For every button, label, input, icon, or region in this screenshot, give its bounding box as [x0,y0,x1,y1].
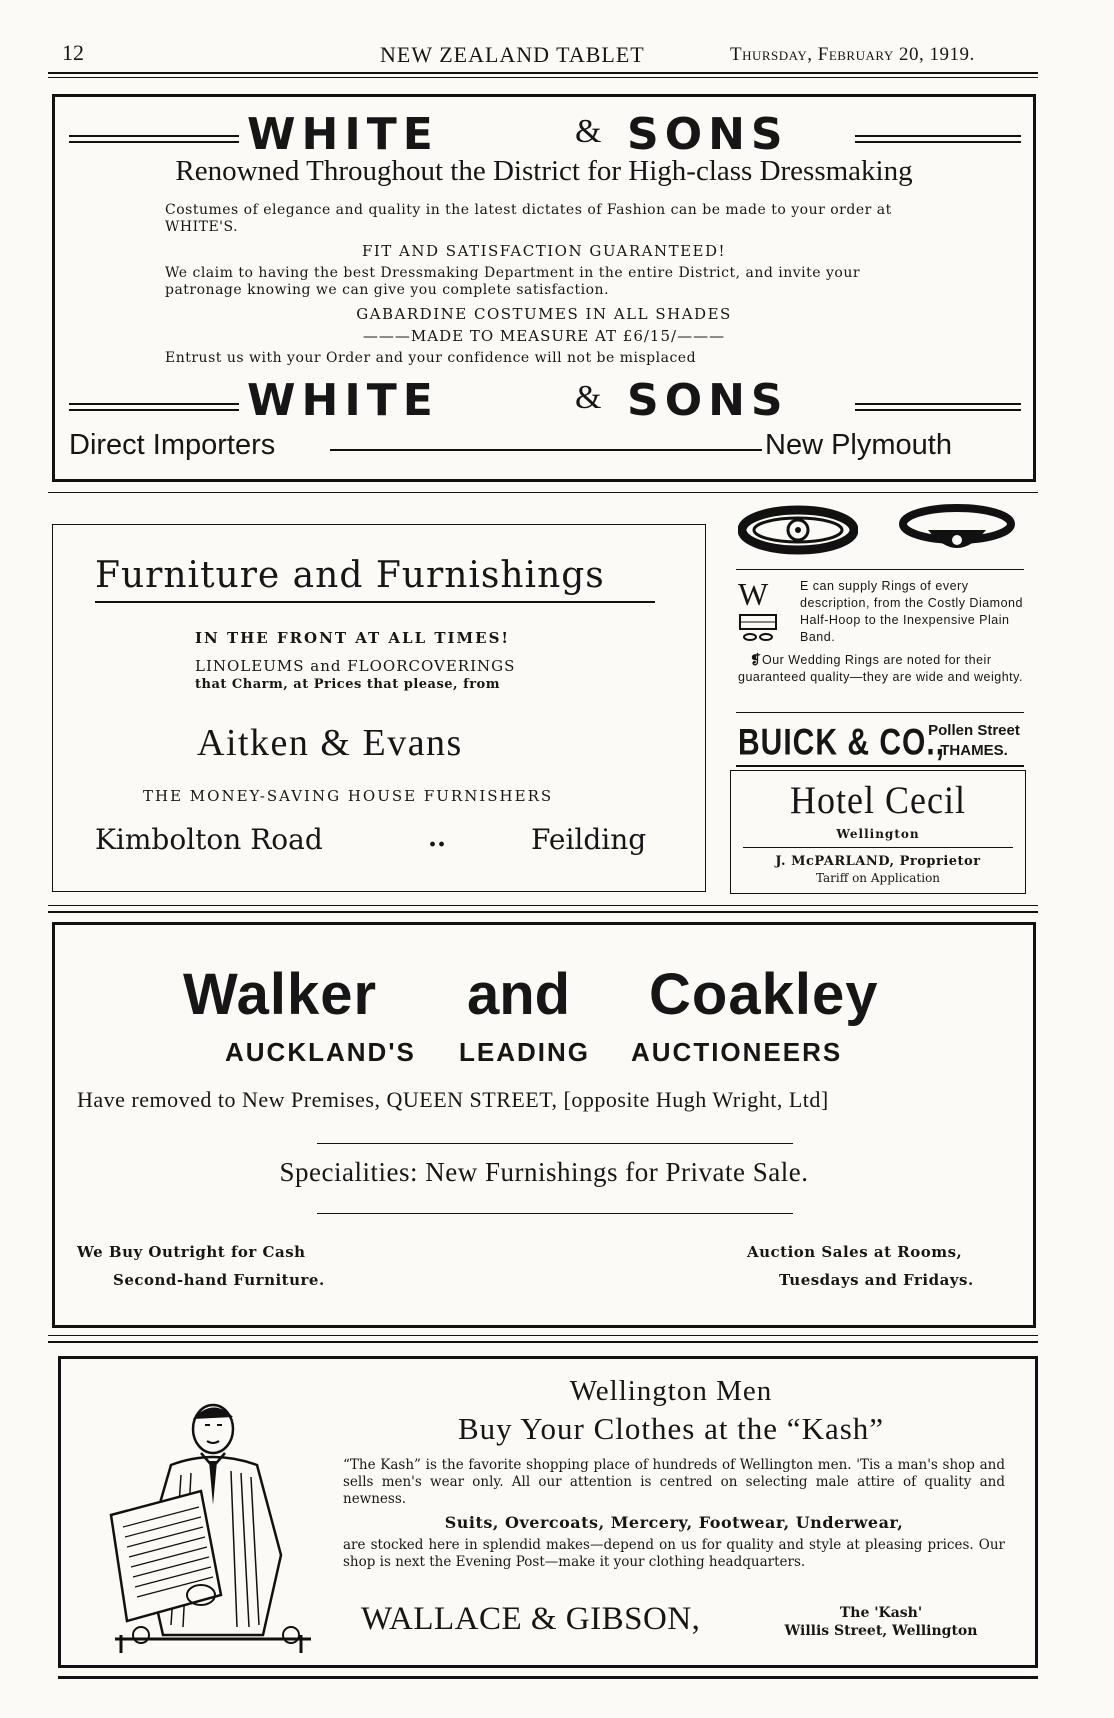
buick-para-2: Our Wedding Rings are noted for their guaranteed quality—they are wide and weighty. [738,653,1023,684]
buick-rule-mid [736,712,1024,713]
white-sons-ad [52,94,1036,482]
walker-subtitle-1: AUCKLAND'S [225,1037,416,1067]
wallace-goods: Suits, Overcoats, Mercery, Footwear, Underwear, [444,1513,904,1532]
walker-sales-2: Tuesdays and Fridays. [779,1271,974,1289]
wallace-firm: WALLACE & GIBSON, [361,1601,701,1637]
man-reading-illustration [101,1395,325,1657]
section-rule-1 [48,492,1038,493]
walker-buy-1: We Buy Outright for Cash [77,1243,306,1261]
walker-specialities: Specialities: New Furnishings for Private Sale. [279,1157,809,1187]
walker-title-mid: and [467,962,571,1027]
white-entrust: Entrust us with your Order and your confidence will not be misplaced [165,350,697,366]
brand-white: WHITE [247,109,439,160]
header-rule-2 [48,77,1038,78]
brand-sons: SONS [627,109,789,160]
furniture-line-2: LINOLEUMS and FLOORCOVERINGS [195,657,516,675]
ring-image-right [898,496,1016,562]
wallace-address: Willis Street, Wellington [784,1623,978,1639]
ornament-rule-right-2 [855,403,1021,411]
buick-firm: BUICK & CO., [738,722,945,764]
ring-box-icon [738,613,778,643]
hotel-cecil-ad [730,770,1026,894]
walker-rule-2 [317,1213,793,1214]
white-para-2: We claim to having the best Dressmaking Department in the entire District, and invite your patronage knowing we can give you complete satisfaction. [165,265,861,298]
wallace-para-2: are stocked here in splendid makes—depend on us for quality and style at pleasing prices. Our shop is next the Evening Post—make it your clothing headquarters. [343,1537,1005,1570]
buick-drop-cap: W [738,576,769,612]
hotel-tariff: Tariff on Application [815,871,941,885]
white-para-1: Costumes of elegance and quality in the latest dictates of Fashion can be made to your order at WHITE'S. [165,202,892,235]
wallace-shop: The 'Kash' [839,1605,923,1621]
walker-subtitle-2: LEADING [459,1037,590,1067]
wallace-para-1: “The Kash” is the favorite shopping place of hundreds of Wellington men. 'Tis a man's shop and sells men's wear only. All our attention is centred on selecting male attire of quality and newness. [343,1457,1005,1507]
walker-title-right: Coakley [649,962,879,1027]
white-headline: Renowned Throughout the District for High-class Dressmaking [175,155,913,187]
white-footer-right: New Plymouth [765,429,952,461]
brand-amp-2: & [575,379,602,416]
furniture-line-3: that Charm, at Prices that please, from [195,677,500,692]
brand-amp: & [575,113,602,150]
section-rule-3b [48,1341,1038,1343]
walker-coakley-ad [52,922,1036,1328]
walker-sales-1: Auction Sales at Rooms, [747,1243,963,1261]
hotel-proprietor: J. McPARLAND, Proprietor [775,854,981,869]
furniture-title-rule [95,601,655,603]
ornament-rule-left [69,135,239,143]
buick-rule-bottom [736,765,1024,767]
brand-sons-2: SONS [627,375,789,426]
buick-rule-top [736,569,1024,570]
buick-para-1: E can supply Rings of every description, from the Costly Diamond Half-Hoop to the Inexpensive Plain Band. [800,579,1023,644]
section-rule-2b [48,911,1038,913]
wallace-head-2: Buy Your Clothes at the “Kash” [457,1411,885,1446]
ornament-rule-right [855,135,1021,143]
white-footer-left: Direct Importers [69,429,276,461]
furniture-tagline: THE MONEY-SAVING HOUSE FURNISHERS [143,787,554,805]
brand-white-2: WHITE [247,375,439,426]
walker-subtitle-3: AUCTIONEERS [631,1037,843,1067]
ring-image-left [738,500,858,560]
furniture-ad [52,524,706,892]
bottom-rule [58,1676,1038,1679]
furniture-address-right: Feilding [531,823,647,856]
wallace-head-1: Wellington Men [569,1375,773,1407]
walker-removed: Have removed to New Premises, QUEEN STREET, [opposite Hugh Wright, Ltd] [77,1087,829,1112]
wallace-gibson-ad [58,1356,1038,1668]
buick-town: THAMES. [940,742,1008,759]
white-made-to-measure: ———MADE TO MEASURE AT £6/15/——— [362,327,726,345]
furniture-firm: Aitken & Evans [197,722,463,764]
header-rule [48,72,1038,74]
furniture-line-1: IN THE FRONT AT ALL TIMES! [195,629,511,647]
furniture-address-sep: .. [428,823,447,853]
furniture-title: Furniture and Furnishings [95,555,605,596]
walker-title-left: Walker [183,962,378,1027]
white-guarantee: FIT AND SATISFACTION GUARANTEED! [361,242,727,260]
page-number: 12 [62,40,84,65]
buick-street: Pollen Street [928,722,1020,739]
section-rule-2 [48,905,1038,906]
ornament-rule-left-2 [69,403,239,411]
paragraph-mark-icon: ❡ [750,652,761,667]
white-footer-rule [330,449,762,451]
white-gabardine: GABARDINE COSTUMES IN ALL SHADES [356,305,732,323]
section-rule-3 [48,1335,1038,1336]
walker-rule-1 [317,1143,793,1144]
hotel-name: Hotel Cecil [790,778,966,822]
issue-date: Thursday, February 20, 1919. [730,44,975,65]
furniture-address-left: Kimbolton Road [95,823,323,856]
hotel-city: Wellington [836,827,920,841]
walker-buy-2: Second-hand Furniture. [113,1271,325,1289]
publication-title: NEW ZEALAND TABLET [380,42,645,67]
hotel-rule [743,847,1013,848]
